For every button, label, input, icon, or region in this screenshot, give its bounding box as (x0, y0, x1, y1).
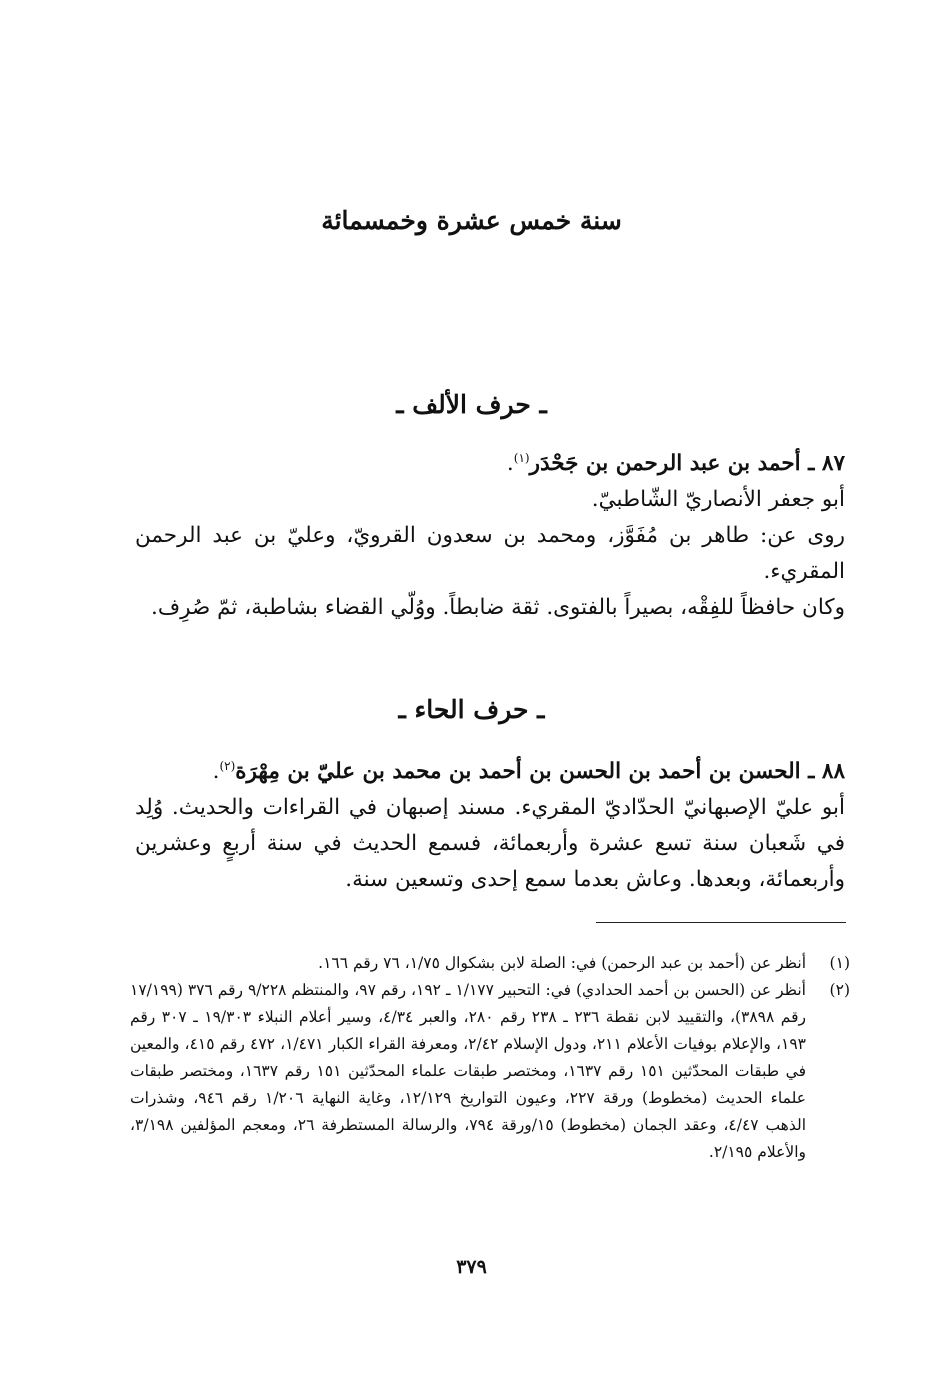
section-heading-alif: ـ حرف الألف ـ (396, 390, 547, 419)
entry-88-head (135, 748, 845, 790)
page-title: سنة خمس عشرة وخمسمائة (321, 206, 622, 235)
footnote-2 (130, 977, 850, 1166)
entry-88-paragraph: أبو عليّ الإصبهانيّ الحدّاديّ المقريء. مسند إصبهان في القراءات والحديث. وُلِد في شَعبان سنة تسع عشرة وأربعمائة، فسمع الحديث في سنة أربعٍ وعشرين وأربعمائة، وبعدها. وعاش بعدما سمع إحدى وتسعين سنة. (135, 795, 845, 893)
footnote-number: (٢) (829, 981, 850, 999)
entry-88-period: . (212, 759, 220, 785)
entry-87-head (135, 440, 845, 482)
footnote-ref-1[interactable]: (١) (513, 451, 530, 465)
entry-87-paragraph: روى عن: طاهر بن مُفَوَّز، ومحمد بن سعدون القرويّ، وعليّ بن عبد الرحمن المقريء. (135, 523, 845, 585)
footnote-text: أنظر عن (الحسن بن أحمد الحدادي) في: التحبير ١/١٧٧ ـ ١٩٢، رقم ٩٧، والمنتظم ٩/٢٢٨ رقم ٣٧٦ (١٧/١٩٩ رقم ٣٨٩٨)، والتقييد لابن نقطة ٢٣٦ ـ ٢٣٨ رقم ٢٨٠، والعبر ٤/٣٤، وسير أعلام النبلاء ١٩/٣٠٣ ـ ٣٠٧ رقم ١٩٣، والإعلام بوفيات الأعلام ٢١١، ودول الإسلام ٢/٤٢، ومعرفة القراء الكبار ١/٤٧١، ٤٧٢ رقم ٤١٥، والمعين في طبقات المحدّثين ١٥١ رقم ١٦٣٧، ومختصر طبقات علماء المحدّثين ١٥١ رقم ١٦٣٧، ومختصر طبقات علماء الحديث (مخطوط) ورقة ٢٢٧، وعيون التواريخ ١٢/١٢٩، وغاية النهاية ١/٢٠٦ رقم ٩٤٦، وشذرات الذهب ٤/٤٧، وعقد الجمان (مخطوط) ١٥/ورقة ٧٩٤، والرسالة المستطرفة ٢٦، ومعجم المؤلفين ٣/١٩٨، والأعلام ٢/١٩٥. (130, 981, 807, 1161)
page-number: ٣٧٩ (456, 1256, 487, 1278)
footnote-text: أنظر عن (أحمد بن عبد الرحمن) في: الصلة لابن بشكوال ١/٧٥، ٧٦ رقم ١٦٦. (318, 954, 806, 972)
entry-87-title: ٨٧ ـ أحمد بن عبد الرحمن بن جَحْدَر (529, 451, 845, 477)
footnotes (130, 950, 850, 1166)
entry-87 (135, 440, 845, 626)
section-heading-haa: ـ حرف الحاء ـ (398, 695, 545, 724)
footnote-separator (596, 922, 846, 923)
entry-88 (135, 748, 845, 898)
footnote-number: (١) (829, 954, 850, 972)
footnote-1 (130, 950, 850, 977)
entry-88-title: ٨٨ ـ الحسن بن أحمد بن الحسن بن أحمد بن محمد بن عليّ بن مِهْرَة (235, 759, 845, 785)
footnote-ref-2[interactable]: (٢) (219, 759, 236, 773)
entry-87-period: . (506, 451, 514, 477)
entry-87-paragraph: وكان حافظاً للفِقْه، بصيراً بالفتوى. ثقة ضابطاً. ووُلّي القضاء بشاطبة، ثمّ صُرِف. (151, 595, 845, 621)
entry-87-paragraph: أبو جعفر الأنصاريّ الشّاطبيّ. (591, 487, 845, 513)
